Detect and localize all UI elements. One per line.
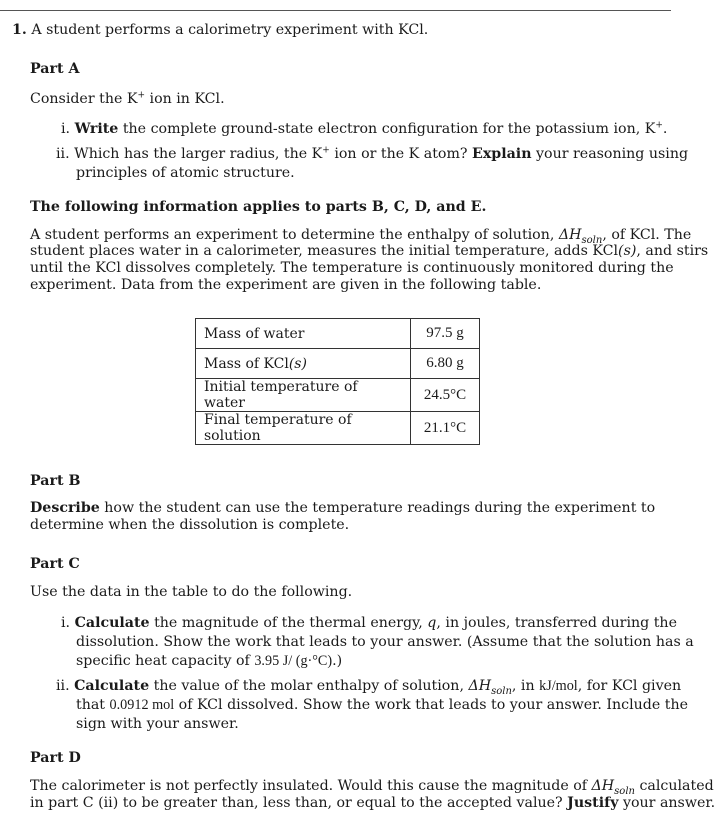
part-c-item-ii-line2: that 0.0912 mol of KCl dissolved. Show the work that leads to your answer. Include the	[76, 697, 688, 713]
info-line-2: student places water in a calorimeter, measures the initial temperature, adds KCl(s), and stirs	[30, 243, 709, 259]
table-row	[196, 412, 480, 445]
table-cell-label: Initial temperature of water	[196, 379, 411, 412]
part-a-item-i: i. Write the complete ground-state electron configuration for the potassium ion, K+.	[61, 120, 668, 137]
data-table	[195, 318, 480, 445]
info-line-1: A student performs an experiment to determine the enthalpy of solution, $\Delta H_{soln}$, of KCl. The	[30, 227, 692, 246]
part-d-line-2: in part C (ii) to be greater than, less than, or equal to the accepted value? Justify your answer.	[30, 795, 715, 811]
table-cell-label: Final temperature of solution	[196, 412, 411, 445]
part-a-heading: Part A	[30, 61, 80, 77]
part-a-item-ii: ii. Which has the larger radius, the K+ ion or the K atom? Explain your reasoning using	[56, 145, 689, 162]
part-a-item-ii-line2: principles of atomic structure.	[76, 165, 295, 181]
table-row	[196, 349, 480, 379]
part-b-line-2: determine when the dissolution is complete.	[30, 517, 350, 533]
part-c-item-i-line2: dissolution. Show the work that leads to your answer. (Assume that the solution has a	[76, 634, 694, 650]
part-c-item-i-line3: specific heat capacity of 3.95 J/ (g·°C).)	[76, 653, 343, 669]
info-line-4: experiment. Data from the experiment are given in the following table.	[30, 277, 542, 293]
part-c-item-ii: ii. Calculate the value of the molar enthalpy of solution, $\Delta H_{soln}$, in kJ/mol, for KCl given	[56, 678, 682, 697]
table-cell-value: 6.80 g	[411, 349, 480, 379]
part-a-intro: Consider the K+ ion in KCl.	[30, 90, 225, 107]
part-c-intro: Use the data in the table to do the following.	[30, 584, 353, 600]
part-b-heading: Part B	[30, 473, 81, 489]
table-cell-value: 24.5°C	[411, 379, 480, 412]
table-cell-value: 21.1°C	[411, 412, 480, 445]
table-row	[196, 319, 480, 349]
part-d-line-1: The calorimeter is not perfectly insulated. Would this cause the magnitude of $\Delta H_{soln}$ calculated	[30, 778, 714, 797]
top-rule	[0, 10, 671, 11]
table-cell-label: Mass of water	[196, 319, 411, 349]
part-b-line-1: Describe how the student can use the temperature readings during the experiment to	[30, 500, 656, 516]
part-d-heading: Part D	[30, 750, 81, 766]
table-cell-label: Mass of KCl(s)	[196, 349, 411, 379]
info-heading: The following information applies to parts B, C, D, and E.	[30, 199, 487, 215]
part-c-item-i: i. Calculate the magnitude of the thermal energy, q, in joules, transferred during the	[61, 615, 677, 631]
table-row	[196, 379, 480, 412]
question-stem: 1. A student performs a calorimetry experiment with KCl.	[12, 22, 429, 38]
part-c-item-ii-line3: sign with your answer.	[76, 716, 239, 732]
part-c-heading: Part C	[30, 556, 80, 572]
table-cell-value: 97.5 g	[411, 319, 480, 349]
info-line-3: until the KCl dissolves completely. The temperature is continuously monitored during the	[30, 260, 674, 276]
question-number: 1.	[12, 22, 27, 38]
